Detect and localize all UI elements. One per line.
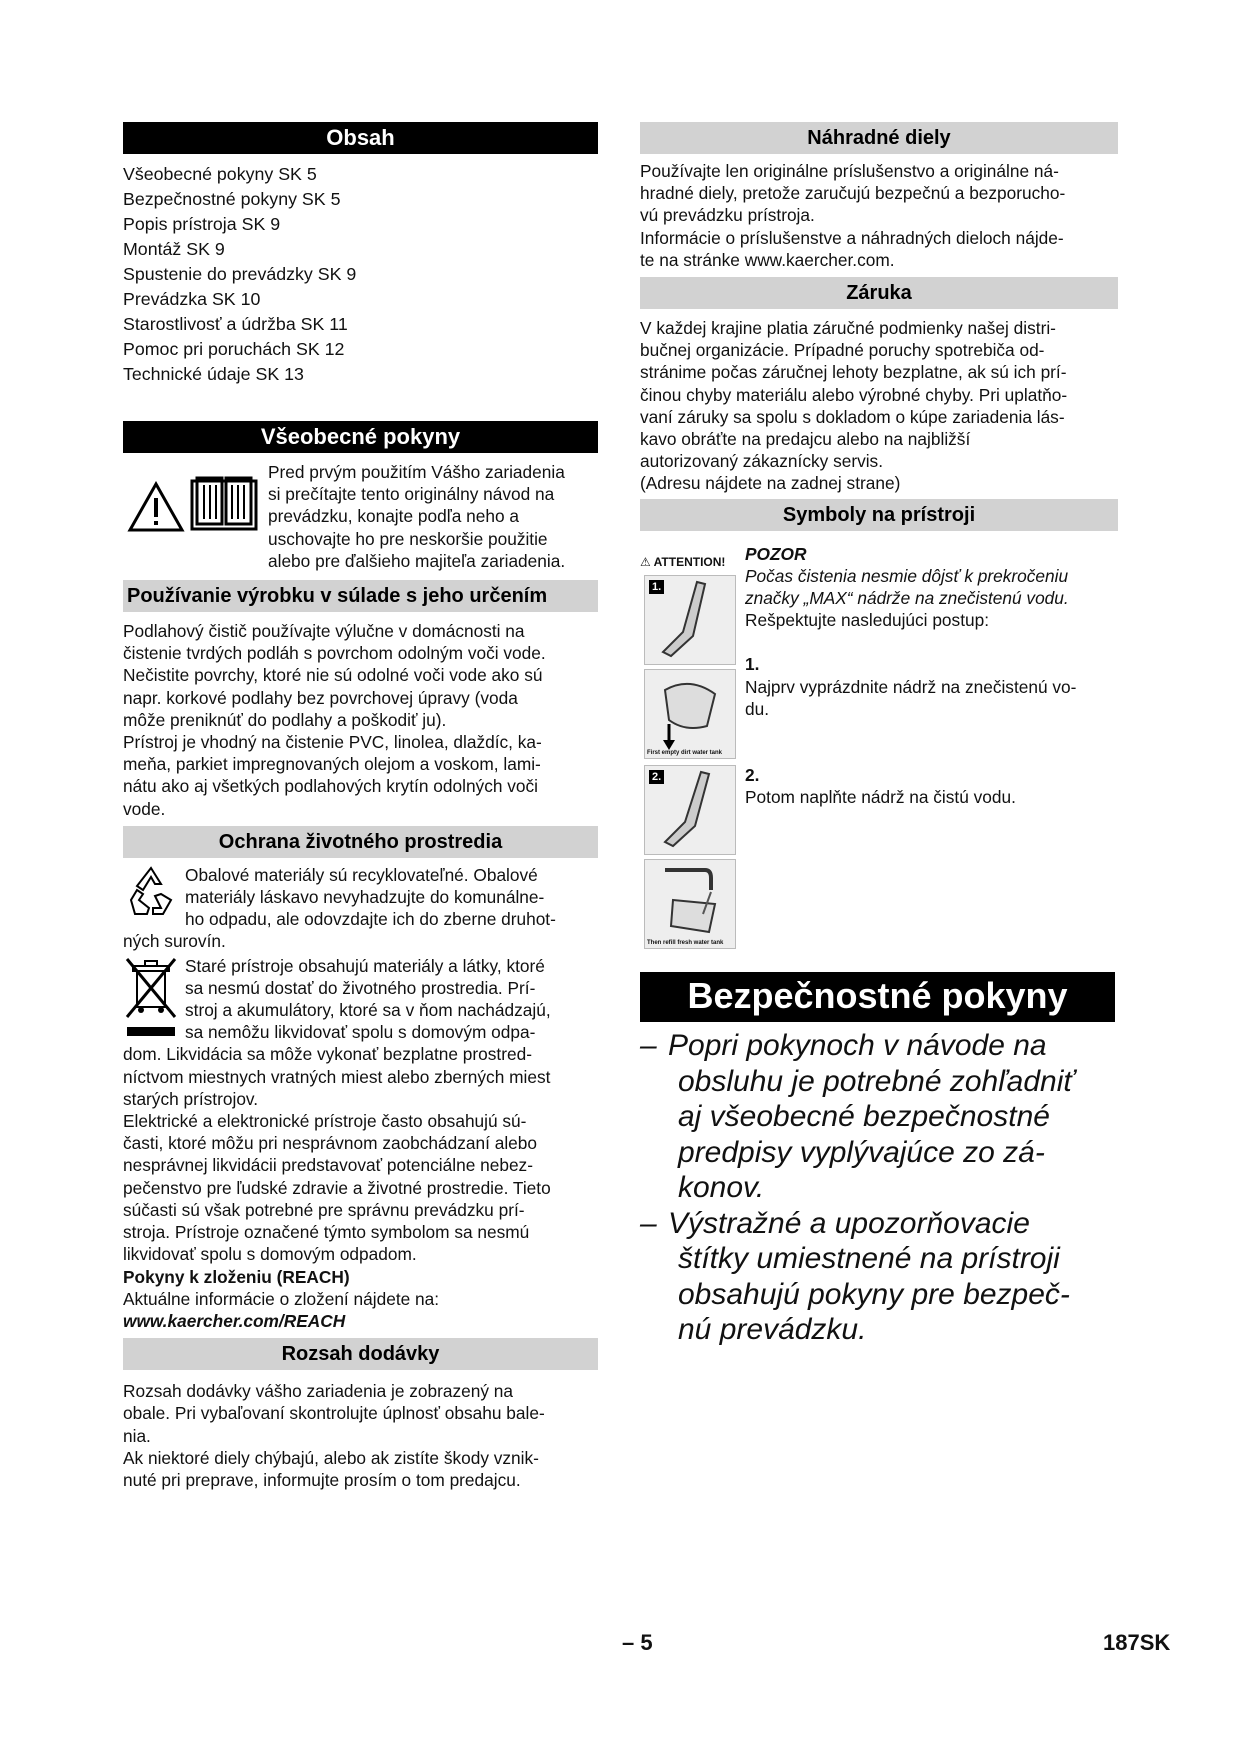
procedure-text: Rešpektujte nasledujúci postup: — [745, 610, 990, 631]
safety-heading: Bezpečnostné pokyny — [640, 972, 1115, 1022]
crossed-bin-icon — [123, 955, 179, 1043]
empty-tank-icon — [645, 670, 735, 758]
toc-item[interactable]: Bezpečnostné pokyny SK 5 — [123, 189, 341, 209]
safety-bullet: – Výstražné a upozorňovacie štítky umiestnené na prístroji obsahujú pokyny pre bezpeč- nú prevádzku. — [640, 1206, 1070, 1346]
recycle-text-tail: ných surovín. — [123, 931, 226, 952]
reach-link[interactable]: www.kaercher.com/REACH — [123, 1310, 346, 1331]
weee-block — [123, 955, 598, 1044]
right-column — [640, 122, 1118, 1346]
picture-caption: First empty dirt water tank — [647, 749, 723, 756]
contents-heading: Obsah — [123, 122, 598, 154]
toc-item[interactable]: Spustenie do prevádzky SK 9 — [123, 264, 357, 284]
warning-triangle-icon — [127, 481, 185, 533]
manual-warning-icons — [123, 461, 263, 571]
toc-item[interactable]: Popis prístroja SK 9 — [123, 214, 281, 234]
step1-text: Najprv vyprázdnite nádrž na znečistenú vo- du. — [745, 676, 1077, 719]
step1-number: 1. — [745, 654, 760, 675]
warranty-heading: Záruka — [640, 277, 1118, 309]
safety-bullets — [640, 1028, 1118, 1348]
step2-number: 2. — [745, 765, 760, 786]
table-of-contents — [123, 162, 598, 387]
symbol-picture-4 — [644, 859, 736, 949]
recycle-icon — [123, 864, 179, 918]
warning-triangle-icon: ⚠ — [640, 554, 651, 569]
general-heading: Všeobecné pokyny — [123, 421, 598, 453]
intended-use-text: Podlahový čistič používajte výlučne v domácnosti na čistenie tvrdých podláh s povrchom odolným voči vode. Nečistite povrchy, ktoré nie sú odolné voči vode ako sú napr. korkové podlahy bez povrchovej úpravy (voda môže preniknúť do podlahy a poškodiť ju). Prístroj je vhodný na čistenie PVC, linolea, dlaždíc, ka- meňa, parkiet impregnovaných olejom a voskom, lami- nátu ako aj všetkých podlahových krytín odolných voči vode. — [123, 621, 546, 819]
symbols-heading: Symboly na prístroji — [640, 499, 1118, 531]
symbol-picture-1 — [644, 575, 736, 665]
picture-caption: Then refill fresh water tank — [647, 939, 724, 946]
pozor-title: POZOR — [745, 543, 807, 564]
recycle-text: Obalové materiály sú recyklovateľné. Obalové materiály láskavo nevyhadzujte do komunálne- ho odpadu, ale odovzdajte ich do zberne druhot- — [185, 864, 556, 930]
spare-parts-text: Používajte len originálne príslušenstvo a originálne ná- hradné diely, pretože zaručujú bezpečnú a bezporucho- vú prevádzku prístroja. Informácie o príslušenstve a náhradných dieloch nájde- te na stránke www.kaercher.com. — [640, 161, 1066, 270]
weee-text: Staré prístroje obsahujú materiály a látky, ktoré sa nesmú dostať do životného prostredia. Prí- stroj a akumulátory, ktoré sa v ňom nachádzajú, sa nemôžu likvidovať spolu s domovým odpa- — [185, 955, 551, 1043]
toc-item[interactable]: Technické údaje SK 13 — [123, 364, 304, 384]
read-manual-icon — [189, 475, 259, 533]
reach-title: Pokyny k zloženiu (REACH) — [123, 1266, 350, 1287]
refill-tank-icon — [645, 860, 735, 948]
general-intro-block — [123, 461, 598, 572]
vacuum-icon — [645, 766, 735, 854]
spare-parts-heading: Náhradné diely — [640, 122, 1118, 154]
symbols-block — [640, 543, 1118, 963]
delivery-heading: Rozsah dodávky — [123, 1338, 598, 1370]
environment-heading: Ochrana životného prostredia — [123, 826, 598, 858]
attention-label: ⚠ ATTENTION! — [640, 554, 726, 569]
recycle-block — [123, 864, 598, 931]
symbol-picture-2 — [644, 669, 736, 759]
warranty-text: V každej krajine platia záručné podmienky našej distri- bučnej organizácie. Prípadné poruchy spotrebiča od- stránime počas záručnej lehoty bezplatne, ak sú ich prí- činou chyby materiálu alebo výrobné chyby. Pri uplatňo- vaní záruky sa spolu s dokladom o kúpe zariadenia lás- kavo obráťte na predajcu alebo na najbližší autorizovaný zákaznícky servis. (Adresu nájdete na zadnej strane) — [640, 318, 1068, 494]
document-code: 187SK — [1103, 1630, 1171, 1655]
delivery-text: Rozsah dodávky vášho zariadenia je zobrazený na obale. Pri vybaľovaní skontrolujte úplnosť obsahu bale- nia. Ak niektoré diely chýbajú, alebo ak zistíte škody vznik- nuté pri preprave, informujte prosím o tom predajcu. — [123, 1381, 545, 1490]
page-number: – 5 — [622, 1630, 653, 1655]
toc-item[interactable]: Všeobecné pokyny SK 5 — [123, 164, 317, 184]
pozor-text: Počas čistenia nesmie dôjsť k prekročeniu značky „MAX“ nádrže na znečistenú vodu. — [745, 565, 1069, 609]
toc-item[interactable]: Starostlivosť a údržba SK 11 — [123, 314, 348, 334]
safety-bullet: – Popri pokynoch v návode na obsluhu je potrebné zohľadniť aj všeobecné bezpečnostné predpisy vyplývajúce zo zá- konov. — [640, 1029, 1075, 1204]
toc-item[interactable]: Montáž SK 9 — [123, 239, 225, 259]
toc-item[interactable]: Pomoc pri poruchách SK 12 — [123, 339, 345, 359]
symbol-picture-3 — [644, 765, 736, 855]
toc-item[interactable]: Prevádzka SK 10 — [123, 289, 261, 309]
vacuum-icon — [645, 576, 735, 664]
general-intro-text: Pred prvým použitím Vášho zariadenia si prečítajte tento originálny návod na prevádzku, konajte podľa neho a uschovajte ho pre neskoršie použitie alebo pre ďalšieho majiteľa zariadenia. — [268, 462, 566, 571]
reach-text: Aktuálne informácie o zložení nájdete na: — [123, 1288, 440, 1309]
step-label: 1. — [649, 580, 664, 594]
intended-use-heading: Používanie výrobku v súlade s jeho určením — [123, 580, 598, 612]
symbol-pictures — [640, 555, 740, 949]
left-column — [123, 122, 598, 1491]
step2-text: Potom naplňte nádrž na čistú vodu. — [745, 787, 1016, 808]
symbol-texts — [745, 543, 1120, 809]
weee-text-tail: dom. Likvidácia sa môže vykonať bezplatne prostred- níctvom miestnych vratných miest alebo zberných miest starých prístrojov. Elektrické a elektronické prístroje často obsahujú sú- časti, ktoré môžu pri nesprávnom zaobchádzaní alebo nesprávnej likvidácii predstavovať potenciálne nebez- pečenstvo pre ľudské zdravie a životné prostredie. Tieto súčasti sú však potrebné pre správnu prevádzku prí- stroja. Prístroje označené týmto symbolom sa nesmú likvidovať spolu s domovým odpadom. — [123, 1044, 551, 1265]
step-label: 2. — [649, 770, 664, 784]
